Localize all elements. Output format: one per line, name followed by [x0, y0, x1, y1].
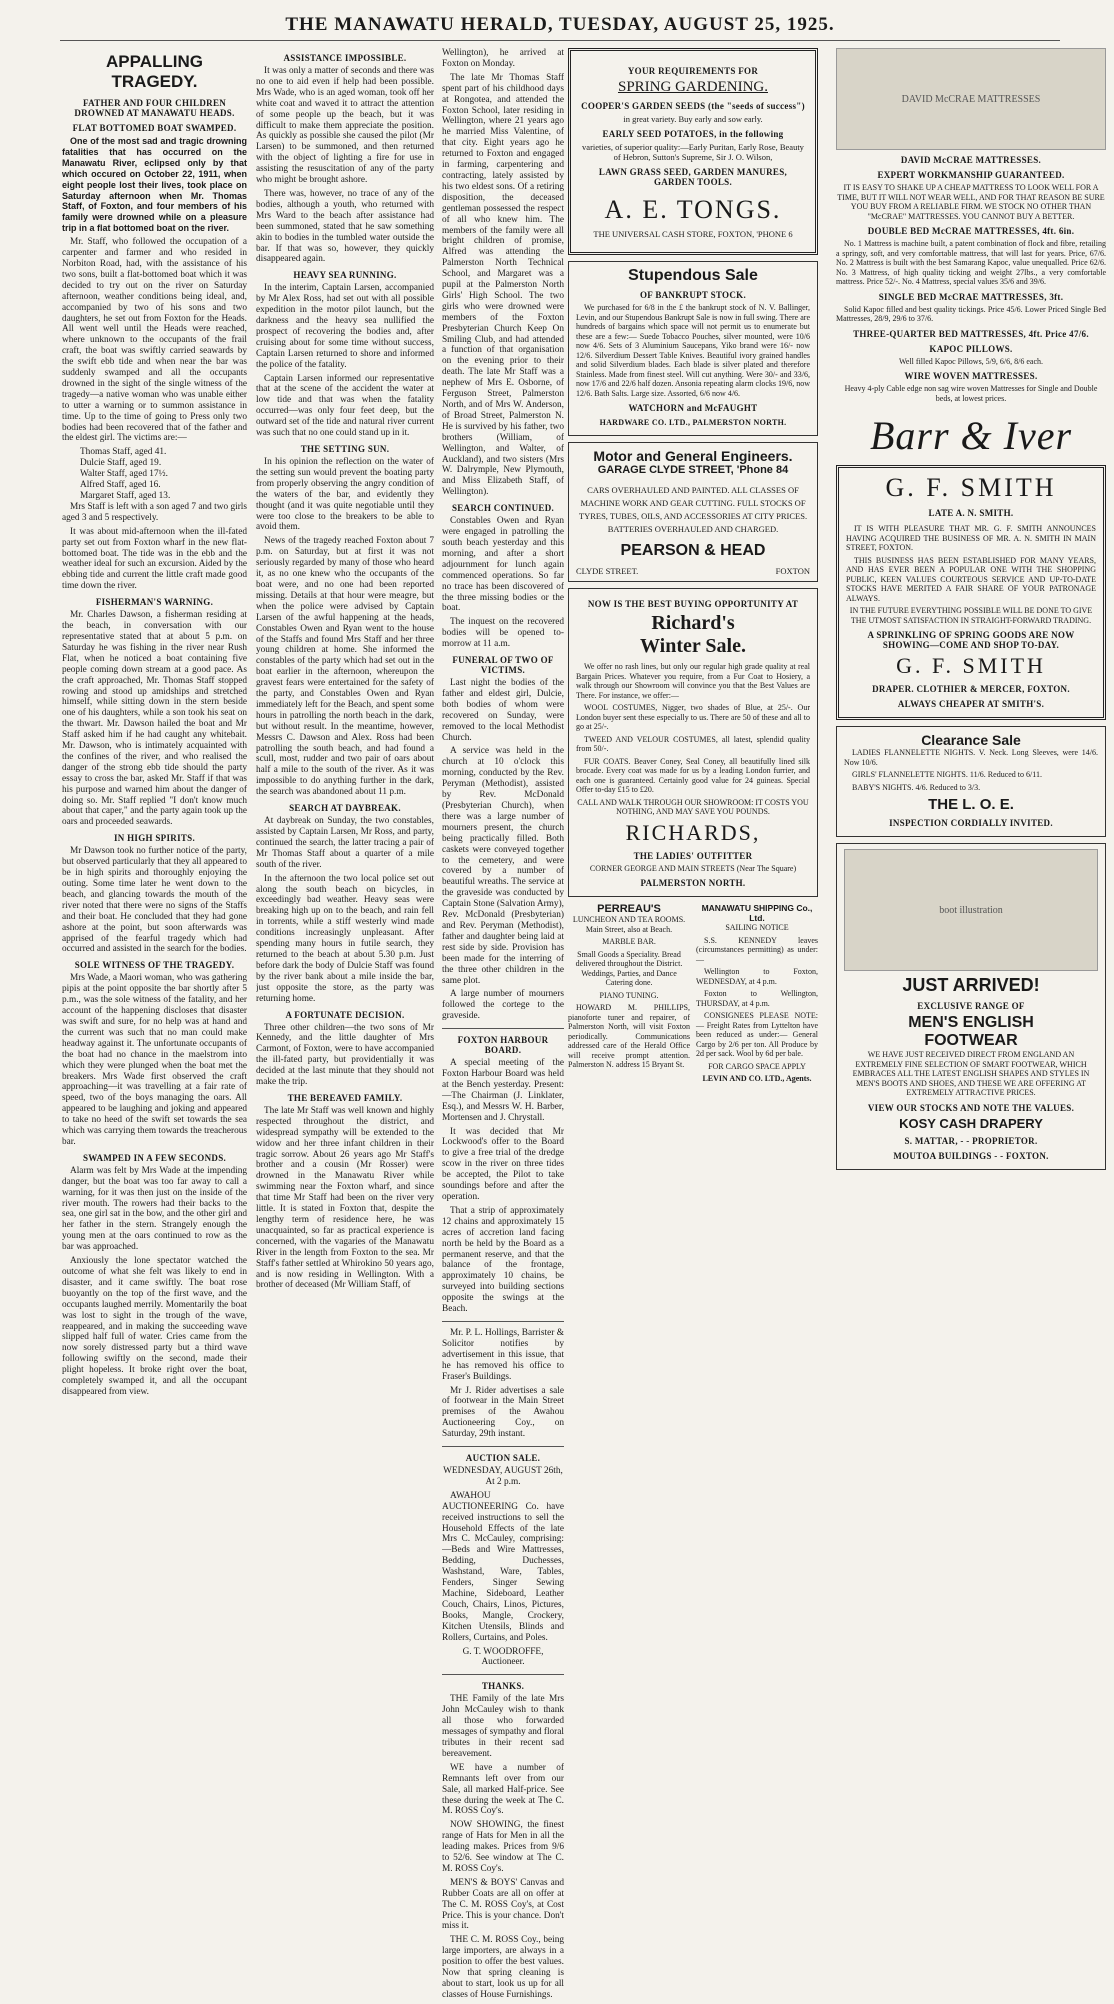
ad-spring-gardening: [568, 48, 818, 255]
ad-text: GARAGE CLYDE STREET, 'Phone 84: [597, 464, 789, 476]
ad-title: G. F. SMITH: [885, 473, 1057, 502]
ad-text: NOW IS THE BEST BUYING OPPORTUNITY AT: [587, 599, 799, 609]
column-1: [62, 48, 247, 1401]
victim-name: Thomas Staff, aged 41.: [80, 447, 167, 458]
ad-title: PEARSON & HEAD: [620, 542, 766, 559]
ad-text: LUNCHEON AND TEA ROOMS. Main Street, also at Beach.: [572, 915, 686, 934]
ad-text: THE LADIES' OUTFITTER: [633, 850, 753, 861]
article-paragraph: In the afternoon the two local police set out along the south beach on bicycles, in exceedingly bad weather. Heavy seas were breaking high up on to the beach, and rain fell in torrents, while a stiff westerly wind made conditions increasingly unpleasant. After spending many hours in futile search, they returned to the beach at about 5.30 p.m. Just before dark the body of Dulcie Staff was found by the river bank about a mile inside the bar, just opposite the store, as the party was returning home.: [256, 873, 434, 1004]
ad-text: CORNER GEORGE AND MAIN STREETS (Near The Square): [589, 863, 797, 873]
section-heading: AUCTION SALE.: [465, 1453, 541, 1464]
ad-footer: [576, 566, 810, 576]
ad-text: WOOL COSTUMES, Nigger, two shades of Blue, at 25/-. Our London buyer sent these especially to us. There are 50 of these and all to go at 25/-.: [576, 703, 810, 731]
ad-text: We purchased for 6/8 in the £ the bankrupt stock of N. V. Ballinger, Levin, and our Stupendous Bankrupt Sale is now in full swing. There are hundreds of bargains which space will not permit us to enumerate but these are a few:— Suede Tobacco Pouches, silver mounted, were 10/6 now 4/6. Sets of 3 Aluminium Saucepans, Yiko brand were 16/- now 12/6. Silverdium Dessert Table Knives. Beautiful ivory grained handles and solid Silverdium blades. Each blade is silver plated and therefore Stainless. Made from finest steel. Will cut anything. Were 30/- and 33/6, now 17/6 and 22/6 half dozen. Ansonia repeating alarm clocks 19/6, now 12/6. Bath Salts. Large size. Assorted, 6/6 now 4/6.: [576, 303, 810, 398]
ad-title: KOSY CASH DRAPERY: [899, 1115, 1043, 1131]
ad-title: G. F. SMITH: [896, 653, 1046, 678]
ad-text: EXCLUSIVE RANGE OF: [917, 1001, 1025, 1011]
article-paragraph: Mr. P. L. Hollings, Barrister & Solicitor notifies by advertisement in this issue, that he has removed his office to Fraser's Buildings.: [442, 1327, 564, 1382]
ad-text: LATE A. N. SMITH.: [928, 508, 1014, 518]
column-3: [442, 48, 564, 2004]
ad-text: DRAPER. CLOTHIER & MERCER, FOXTON.: [872, 684, 1070, 694]
ad-title: MEN'S ENGLISH: [908, 1014, 1034, 1031]
ad-text: EARLY SEED POTATOES, in the following: [602, 129, 784, 139]
ad-text: S.S. KENNEDY leaves (circumstances permitting) as under:—: [696, 935, 818, 964]
article-paragraph: Captain Larsen informed our representative that at the scene of the accident the water at low tide and that was when the fatality occurred—was only four feet deep, but the outward set of the tide and natural river current was such that no one could stand up in it.: [256, 373, 434, 439]
subheadline-2: FLAT BOTTOMED BOAT SWAMPED.: [72, 123, 237, 133]
ad-text: FUR COATS. Beaver Coney, Seal Coney, all beautifully lined silk brocade. Every coat was made for us by a leading London furrier, and each one is guaranteed. Certainly good value for 24 guineas. Special Offer to-day £15 to £20.: [576, 756, 810, 794]
section-heading: SOLE WITNESS OF THE TRAGEDY.: [74, 960, 235, 971]
image-caption: boot illustration: [939, 904, 1003, 916]
ad-text: INSPECTION CORDIALLY INVITED.: [889, 818, 1053, 828]
boot-illustration: [844, 849, 1098, 971]
ad-richards: [568, 588, 818, 897]
ad-text: PALMERSTON NORTH.: [640, 878, 746, 888]
article-paragraph: In the interim, Captain Larsen, accompanied by Mr Alex Ross, had set out with all possible expedition in the motor pilot launch, but the darkness and the heavy sea nullified the prospect of recovering the bodies and, after cruising about for some time without success, Captain Larsen returned to shore and informed the police of the fatality.: [256, 283, 434, 370]
ad-title: THE L. O. E.: [928, 796, 1014, 813]
ad-title: Motor and General Engineers.: [593, 448, 793, 464]
subheadline: FATHER AND FOUR CHILDREN DROWNED AT MANAWATU HEADS.: [74, 98, 235, 118]
victim-name: Margaret Staff, aged 13.: [80, 491, 171, 501]
ad-text: GIRLS' FLANNELETTE NIGHTS. 11/6. Reduced to 6/11.: [852, 770, 1042, 779]
ad-text: varieties, of superior quality:—Early Puritan, Early Rose, Beauty of Hebron, Sutton's Supreme, Sir J. O. Wilson,: [582, 142, 804, 162]
ad-text: A SPRINKLING OF SPRING GOODS ARE NOW SHOWING—COME AND SHOP TO-DAY.: [867, 630, 1075, 650]
article-paragraph: It was only a matter of seconds and there was no one to aid even if help had been possible. Mrs Wade, who is an aged woman, took off her white coat and waved it to attract the attention of some people up the beach, but it was difficult to make them appreciate the position. As quickly as possible she caused the pilot (Mr Larsen) to be summoned, and then returned with the object of lighting a fire for use in assisting the resuscitation of any of the party who might be brought ashore.: [256, 66, 434, 186]
ad-title: Richard's: [651, 612, 735, 634]
article-paragraph: Anxiously the lone spectator watched the outcome of what she felt was likely to end in disaster, and it came swiftly. The boat rose buoyantly on the top of the first wave, and the occupants laughed merrily. Momentarily the boat was lost to sight in the trough of the wave, reappeared, and in making the succeeding wave slipped half full of water. Cries came from the now sorely distressed party but a third wave following swiftly on the second, made their plight hopeless. It broke right over the boat, completely swamped it, and all the occupant disappeared from view.: [62, 1256, 247, 1397]
ad-text: TWEED AND VELOUR COSTUMES, all latest, splendid quality from 50/-.: [576, 734, 810, 753]
ad-text: BABY'S NIGHTS. 4/6. Reduced to 3/3.: [852, 782, 981, 792]
article-paragraph: Mr J. Rider advertises a sale of footwear in the Main Street premises of the Awahou Auctioneering Coy., on Saturday, 29th instant.: [442, 1385, 564, 1440]
ad-title: SPRING GARDENING.: [617, 79, 768, 95]
ad-text: CARS OVERHAULED AND PAINTED. ALL CLASSES OF MACHINE WORK AND GEAR CUTTING. FULL STOCKS OF TYRES, TUBES, OILS, AND ACCESSORIES AT CITY PRICES. BATTERIES OVERHAULED AND CHARGED.: [578, 485, 808, 534]
article-paragraph: Last night the bodies of the father and eldest girl, Dulcie, both bodies of whom were recovered on Sunday, were removed to the local Methodist Church.: [442, 678, 564, 743]
ad-text: MOUTOA BUILDINGS - - FOXTON.: [893, 1150, 1049, 1161]
section-heading: THE BEREAVED FAMILY.: [287, 1092, 403, 1103]
ad-title: Clearance Sale: [921, 732, 1021, 748]
article-paragraph: The inquest on the recovered bodies will be opened to-morrow at 11 a.m.: [442, 617, 564, 650]
ad-text: WIRE WOVEN MATTRESSES.: [904, 371, 1038, 381]
ad-text: HOWARD M. PHILLIPS, pianoforte tuner and repairer, of Palmerston North, will visit Foxton periodically. Communications addressed care of the Herald Office will receive prompt attention. Palmerston N. address 15 Bryant St.: [568, 1003, 690, 1069]
ad-text: SINGLE BED McCRAE MATTRESSES, 3ft.: [878, 291, 1064, 302]
article-paragraph: MEN'S & BOYS' Canvas and Rubber Coats are all on offer at The C. M. ROSS Coy's, at Cost Price. This is your chance. Don't miss it.: [442, 1877, 564, 1932]
ad-text: MARBLE BAR.: [602, 937, 656, 946]
ad-title: Stupendous Sale: [628, 267, 758, 284]
article-paragraph: Alarm was felt by Mrs Wade at the impending danger, but the boat was too far away to call a warning, for it was then just on the inside of the river mouth. The rowers had their backs to the sea, one girl sat in the bow, and the other girl and her father in the stern. Strangely enough the young men at the oars continued to row as the bar was approached.: [62, 1165, 247, 1253]
divider: [442, 1321, 564, 1322]
ad-text: DOUBLE BED McCRAE MATTRESSES, 4ft. 6in.: [867, 226, 1075, 236]
ad-text: Solid Kapoc filled and best quality tickings. Price 45/6. Lower Priced Single Bed Mattresses, 28/9, 29/6 to 37/6.: [836, 304, 1106, 323]
ad-row: [568, 903, 818, 1087]
ad-title: PERREAU'S: [597, 903, 661, 915]
ad-text: PIANO TUNING.: [599, 990, 659, 1000]
auction-date: WEDNESDAY, AUGUST 26th, At 2 p.m.: [443, 1466, 563, 1487]
ad-motor-engineers: [568, 442, 818, 582]
ad-text: YOUR REQUIREMENTS FOR: [627, 66, 759, 76]
ad-text: CONSIGNEES PLEASE NOTE:— Freight Rates from Lyttelton have been reduced as under:— General Cargo by 2/6 per ton. All Produce by 2d per sack. Wool by 6d per bale.: [696, 1011, 818, 1058]
ad-text: FOXTON: [775, 566, 810, 576]
ad-text: VIEW OUR STOCKS AND NOTE THE VALUES.: [867, 1102, 1075, 1113]
ad-text: Small Goods a Speciality. Bread delivered throughout the District. Weddings, Parties, and Dance Catering done.: [575, 949, 683, 987]
divider: [442, 1028, 564, 1029]
article-paragraph: WE have a number of Remnants left over from our Sale, all marked Half-price. See these during the week at The C. M. ROSS Coy's.: [442, 1762, 564, 1817]
ad-text: S. MATTAR, - - PROPRIETOR.: [904, 1135, 1038, 1146]
section-heading: THANKS.: [481, 1681, 525, 1692]
article-paragraph: Constables Owen and Ryan were engaged in patrolling the south beach yesterday and this morning, and after a short adjournment for lunch again commenced operations. So far no trace has been discovered of the three missing bodies or the boat.: [442, 516, 564, 614]
article-paragraph: AWAHOU AUCTIONEERING Co. have received instructions to sell the Household Effects of the late Mrs C. McCauley, comprising:—Beds and Wire Mattresses, Bedding, Duchesses, Washstand, Ware, Tables, Fenders, Singer Sewing Machine, Sideboard, Leather Couch, Chairs, Linos, Pictures, Books, Mangle, Crockery, Kitchen Utensils, Blinds and Rollers, Curtains, and Poles.: [442, 1490, 564, 1643]
column-4: [568, 48, 818, 1087]
victim-name: Dulcie Staff, aged 19.: [80, 458, 162, 469]
ad-title: A. E. TONGS.: [604, 195, 782, 224]
ad-text: COOPER'S GARDEN SEEDS (the "seeds of success"): [581, 101, 805, 111]
ad-text: IT IS EASY TO SHAKE UP A CHEAP MATTRESS TO LOOK WELL FOR A TIME, BUT IT WILL NOT WEAR WELL, AND FOR THAT REASON BE SURE YOU BUY FROM A RELIABLE FIRM. WE STOCK NO OTHER THAN "McCRAE" MATTRESSES. YOU CANNOT BUY A BETTER.: [837, 183, 1105, 221]
section-heading: THE SETTING SUN.: [300, 444, 390, 454]
ad-text: LADIES FLANNELETTE NIGHTS. V. Neck. Long Sleeves, were 14/6. Now 10/6.: [844, 748, 1098, 767]
article-paragraph: A service was held in the church at 10 o'clock this morning, conducted by the Rev. Peryman (Methodist), assisted by Rev. McDonald (Presbyterian Church), when there was a large number of mourners present, the church being practically filled. Both caskets were conveyed together to the cemetery, and were covered by a number of beautiful wreaths. The service at the graveside was conducted by Captain Stone (Salvation Army), Rev. McDonald (Presbyterian) and Rev. Peryman (Methodist), father and daughter being laid at rest side by side. Provision has been made for the interring of the three other children in the same plot.: [442, 746, 564, 986]
ad-text: Well filled Kapoc Pillows, 5/9, 6/6, 8/6 each.: [899, 356, 1043, 366]
victim-name: Alfred Staff, aged 16.: [80, 480, 161, 491]
ad-title: MANAWATU SHIPPING Co., Ltd.: [701, 903, 813, 923]
ad-footwear: [836, 843, 1106, 1170]
ad-title: Winter Sale.: [640, 635, 746, 657]
ad-text: OF BANKRUPT STOCK.: [640, 290, 746, 300]
ad-text: EXPERT WORKMANSHIP GUARANTEED.: [877, 170, 1065, 180]
ad-title: DAVID McCRAE MATTRESSES.: [900, 155, 1042, 165]
article-paragraph: Mrs Wade, a Maori woman, who was gathering pipis at the point opposite the bar shortly after 5 p.m., was the sole witness of the fatality, and her account of the happening discloses that disaster was swift and sure, for no help was at hand and the current was such that no man could make headway against it. The unfortunate occupants of the boat had no chance in the maelstrom into which they were plunged when the boat met the breakers. Mrs Wade first observed the craft approaching—it was travelling at a fair rate of speed, two of the boys managing the oars. All appeared to be laughing and joking and appeared to take no heed of the swift set towards the sea which was carrying them towards the treacherous bar.: [62, 973, 247, 1147]
article-paragraph: The late Mr Thomas Staff spent part of his childhood days at Rongotea, and attended the Foxton School, later residing in Wellington, where 21 years ago he married Miss Valentine, of that city. Eight years ago he returned to Foxton and engaged in farming, carpentering and contracting, lately assisted by his two eldest sons. Of a retiring disposition, the deceased gentleman possessed the respect of all who knew him. The members of the family were all bright children of promise, Alfred was attending the Palmerston North Technical School, and Margaret was a pupil at the Palmerston North Girls' High School. The two girls who were drowned were members of the Foxton Presbyterian Church Keep On Smiling Club, and had attended a function of that organisation on the evening prior to their death. The late Mr Staff was a nephew of Mrs E. Osborne, of Ferguson Street, Palmerston North, and of Mrs W. Anderson, of Broad Street, Palmerston N. He is survived by his father, two brothers (William, of Wellington, and Walter, of Auckland), and two sisters (Mrs W. Dalrymple, New Plymouth, and Miss Elizabeth Staff, of Wellington).: [442, 72, 564, 498]
victims-list: [62, 447, 247, 502]
ad-text: CLYDE STREET.: [576, 566, 639, 576]
ad-gf-smith: [836, 465, 1106, 720]
ad-text: THE UNIVERSAL CASH STORE, FOXTON, 'PHONE 6: [593, 229, 793, 239]
ad-text: WATCHORN and McFAUGHT: [628, 403, 758, 413]
ad-text: FOR CARGO SPACE APPLY: [708, 1061, 806, 1071]
section-heading: FUNERAL OF TWO OF VICTIMS.: [452, 655, 554, 676]
article-paragraph: The late Mr Staff was well known and highly respected throughout the district, and widespread sympathy will be extended to the widow and her three infant children in their tragic sorrow. About 26 years ago Mr Staff's brother and a cousin (Mr Rosser) were drowned in the Manawatu River while swimming near the Foxton wharf, and since that time Mr Staff had been on the river very little. It is stated in Foxton that, despite the lengthy term of residence here, he was unacquainted, so far as practical experience is concerned, with the vagaries of the Manawatu River in the length from Foxton to the sea. Mr Staff's father settled at Whirokino 50 years ago, and is now residing in Wellington. With a brother of deceased (Mr William Staff, of: [256, 1105, 434, 1291]
ad-text: No. 1 Mattress is machine built, a patent combination of flock and fibre, retailing a springy, soft, and very comfortable mattress, that will last for years. Price, 67/6. No. 2 Mattress is built with the best Samarang Kapoc, value unequalled. Price 62/6. No. 3 Mattress, of high quality ticking and weight 27lbs., a very comfortable mattress. Price 52/-. No. 4 Mattress, special values 35/6 and 39/6.: [836, 239, 1106, 286]
ad-text: CALL AND WALK THROUGH OUR SHOWROOM: IT COSTS YOU NOTHING, AND MAY SAVE YOU POUNDS.: [577, 797, 809, 816]
article-paragraph: A large number of mourners followed the cortege to the graveside.: [442, 989, 564, 1022]
section-heading: SWAMPED IN A FEW SECONDS.: [82, 1152, 227, 1163]
article-paragraph: A special meeting of the Foxton Harbour Board was held at the Bench yesterday. Present:—The Chairman (J. Linklater, Esq.), and Messrs W. H. Barber, Mortensen and J. Chrystall.: [442, 1058, 564, 1123]
ad-title: RICHARDS,: [625, 819, 761, 845]
headline: APPALLING TRAGEDY.: [106, 52, 203, 91]
column-2: [256, 48, 434, 1294]
article-paragraph: Wellington), he arrived at Foxton on Monday.: [442, 48, 564, 69]
ad-text: WE HAVE JUST RECEIVED DIRECT FROM ENGLAND AN EXTREMELY FINE SELECTION OF SMART FOOTWEAR, WHICH EMBRACES ALL THE LATEST ENGLISH SHAPES AND STYLES IN MEN'S BOOTS AND SHOES, AND THESE WE ARE OFFERING AT EXTREMELY ATTRACTIVE PRICES.: [852, 1050, 1090, 1097]
divider: [442, 1446, 564, 1447]
article-paragraph: It was about mid-afternoon when the ill-fated party set out from Foxton wharf in the new flat-bottomed boat. The tide was in the ebb and the weather ideal for such an excursion. Aided by the ebbing tide and current the little craft made good time down the river.: [62, 526, 247, 592]
section-heading: SEARCH CONTINUED.: [451, 503, 555, 514]
section-heading: ASSISTANCE IMPOSSIBLE.: [283, 53, 407, 63]
article-paragraph: NOW SHOWING, the finest range of Hats for Men in all the leading makes. Prices from 9/6 to 52/6. See window at The C. M. ROSS Coy's.: [442, 1820, 564, 1874]
ad-perreau: [568, 903, 690, 1087]
ad-text: KAPOC PILLOWS.: [929, 343, 1013, 354]
divider: [442, 1674, 564, 1675]
ad-text: We offer no rash lines, but only our regular high grade quality at real Bargain Prices. Whatever you require, from a Fur Coat to Hosiery, a walk through our Showroom will convince you that the Best Values are There. For instance, we offer:—: [576, 662, 810, 700]
column-5: [836, 48, 1106, 1176]
ad-bankrupt-sale: [568, 261, 818, 436]
article-paragraph: Three other children—the two sons of Mr Kennedy, and the little daughter of Mrs Carmont, of Foxton, were to have accompanied the ill-fated party, but providentially it was decided at the last minute that they should not make the trip.: [256, 1022, 434, 1088]
masthead: THE MANAWATU HERALD, TUESDAY, AUGUST 25, 1925.: [60, 14, 1060, 41]
barr-iver-logo: Barr & Iver: [869, 413, 1073, 458]
section-heading: FOXTON HARBOUR BOARD.: [457, 1035, 549, 1056]
article-paragraph: THE Family of the late Mrs John McCauley wish to thank all those who forwarded messages of sympathy and floral tributes in their recent sad bereavement.: [442, 1694, 564, 1759]
ad-text: THIS BUSINESS HAS BEEN ESTABLISHED FOR MANY YEARS, AND HAS EVER BEEN A POPULAR ONE WITH THE SHOPPING PUBLIC, KEEN VALUES COURTEOUS SERVICE AND UP-TO-DATE STOCKS HAVE MERITED A FAIR SHARE OF YOUR PATRONAGE ALWAYS.: [846, 555, 1096, 603]
section-heading: IN HIGH SPIRITS.: [113, 833, 196, 844]
ad-clearance: [836, 726, 1106, 837]
article-paragraph: Mr Dawson took no further notice of the party, but observed particularly that they all appeared to be in high spirits and thoroughly enjoying the outing. Some time later he went down to the beach, and glancing towards the mouth of the river noted that there were no signs of the Staffs and their boat. He concluded that they had gone ashore at the point, but soon afterwards was apprised of the fearful tragedy which had occurred and assisted in the search for the bodies.: [62, 846, 247, 955]
section-heading: A FORTUNATE DECISION.: [285, 1009, 405, 1020]
ad-text: IN THE FUTURE EVERYTHING POSSIBLE WILL BE DONE TO GIVE THE UTMOST SATISFACTION IN STRAIGHT-FORWARD TRADING.: [849, 606, 1093, 625]
image-caption: DAVID McCRAE MATTRESSES: [901, 93, 1041, 105]
ad-text: THREE-QUARTER BED MATTRESSES, 4ft. Price 47/6.: [853, 328, 1089, 339]
section-heading: SEARCH AT DAYBREAK.: [289, 803, 401, 814]
lead-paragraph: One of the most sad and tragic drowning fatalities that has occurred on the Manawatu River, eclipsed only by that which occured on October 22, 1911, when eight people lost their lives, took place on Saturday afternoon when Mr. Thomas Staff, of Foxton, and four members of his family were drowned while on a pleasure trip in a flat bottomed boat on the river.: [62, 136, 247, 234]
article-paragraph: It was decided that Mr Lockwood's offer to the Board to give a free trial of the dredge scow in the river on three tides be accepted, the Pilot to take soundings before and after the operation.: [442, 1126, 564, 1202]
ad-title: JUST ARRIVED!: [902, 975, 1040, 995]
section-heading: FISHERMAN'S WARNING.: [95, 597, 214, 608]
ad-text: LEVIN AND CO. LTD., Agents.: [702, 1074, 812, 1083]
article-paragraph: Mrs Staff is left with a son aged 7 and two girls aged 3 and 5 respectively.: [62, 501, 247, 523]
article-paragraph: That a strip of approximately 12 chains and approximately 15 acres of accretion land facing north be held by the Board as a permanent reserve, and that the balance of the frontage, approximately 10 chains, be surveyed into building sections opposite the swings at the Beach.: [442, 1205, 564, 1315]
ad-text: LAWN GRASS SEED, GARDEN MANURES, GARDEN TOOLS.: [598, 167, 788, 187]
mattress-illustration: [836, 48, 1106, 150]
ad-text: Wellington to Foxton, WEDNESDAY, at 4 p.m.: [696, 967, 818, 986]
article-paragraph: THE C. M. ROSS Coy., being large importers, are always in a position to offer the best values. Now that spring cleaning is about to start, look us up for all classes of House Furnishings.: [442, 1935, 564, 2000]
article-paragraph: News of the tragedy reached Foxton about 7 p.m. on Saturday, but at first it was not seriously regarded by many of those who heard it, as no one knew who the occupants of the boat were, and no one had been reported missing. Details at that hour were meagre, but when the police were advised by Captain Larsen of the awful happening at the heads, Constables Owen and Ryan went to the house of the Staffs and found Mrs Staff and her three young children at home. She informed the constables of the party which had set out in the boat earlier in the afternoon, whereupon the gravest fears were entertained for the safety of the party, and Constables Owen and Ryan immediately left for the Beach, and spent some hours in patrolling the north beach in the dark, but without result. In the meantime, however, Messrs C. Dawson and Alex. Ross had been patrolling the south beach, and had found a scull, most, rudder and two pair of oars about half a mile to the south of the river. As it was impossible to do anything further in the dark, the search was abandoned about 11 p.m.: [256, 536, 434, 798]
ad-text: SAILING NOTICE: [725, 923, 789, 932]
article-paragraph: Mr. Staff, who followed the occupation of a carpenter and farmer and who resided in Norbiton Road, had, with the assistance of his two sons, built a flat-bottomed boat which it was decided to try out on the river on Saturday afternoon, weather conditions being ideal, and, accompanied by two of his sons and two daughters, he set out from Foxton for the Heads. All went well until the Heads were reached, where unknown to the occupants of the frail craft, the boat was swiftly carried seawards by the swift ebb tide and when near the bar was suddenly swamped and all the occupants drowned in the sight of the single witness of the tragedy—a native woman who was unable either to utter a warning or to summon assistance in time. Up to the time of going to Press only two bodies had been recovered that of the father and the eldest girl. The victims are:—: [62, 237, 247, 444]
ad-title: FOOTWEAR: [924, 1032, 1018, 1049]
ad-shipping: [696, 903, 818, 1087]
article-paragraph: Mr. Charles Dawson, a fisherman residing at the beach, in conversation with our representative stated that at about 5 p.m. on Saturday he was fishing in the river near Rush Flat, when he noticed a boat containing five people coming down stream at a good pace. As the craft approached, Mr. Thomas Staff stopped rowing and stood up amidships and stretched himself, while sitting down in the stern beside one of his daughters, while a son took his seat on the thwart. Mr. Dawson hailed the boat and Mr Staff asked him if he had caught any whitebait. Mr. Dawson, who is intimately acquainted with the confines of the river, and who realised the danger of the strong ebb tide should the party essay to cross the bar, asked Mr. Staff if that was his purpose and warned him about the danger of doing so. Mr. Staff replied "I don't know much about that caper," and the party again took up the oars and proceeded seawards.: [62, 610, 247, 828]
signature: G. T. WOODROFFE, Auctioneer.: [462, 1646, 544, 1668]
ad-text: Foxton to Wellington, THURSDAY, at 4 p.m.: [696, 989, 818, 1008]
victim-name: Walter Staff, aged 17½.: [80, 469, 168, 480]
ad-text: IT IS WITH PLEASURE THAT MR. G. F. SMITH ANNOUNCES HAVING ACQUIRED THE BUSINESS OF MR. A. N. SMITH IN MAIN STREET, FOXTON.: [846, 524, 1096, 552]
section-heading: HEAVY SEA RUNNING.: [293, 270, 397, 281]
ad-text: in great variety. Buy early and sow early.: [623, 114, 763, 124]
ad-text: Heavy 4-ply Cable edge non sag wire woven Mattresses for Single and Double beds, at lowest prices.: [844, 384, 1098, 403]
article-paragraph: At daybreak on Sunday, the two constables, assisted by Captain Larsen, Mr Ross, and party, continued the search, the latter tracing a pair of Mr Thomas Staff about a quarter of a mile south of the river.: [256, 816, 434, 870]
article-paragraph: In his opinion the reflection on the water of the setting sun would prevent the boating party from properly observing the angry condition of the waters of the bar, and evidently they thought (and it was quite negotiable until they were too close to the breakers to be able to avoid them.: [256, 457, 434, 533]
ad-text: HARDWARE CO. LTD., PALMERSTON NORTH.: [599, 418, 787, 427]
article-paragraph: There was, however, no trace of any of the bodies, although a youth, who returned with Mrs Ward to the beach after assistance had been summoned, stated that he saw something akin to bodies in the tumbled water outside the bar. If that was so, however, they quickly disappeared again.: [256, 188, 434, 265]
ad-text: ALWAYS CHEAPER AT SMITH'S.: [897, 699, 1045, 709]
